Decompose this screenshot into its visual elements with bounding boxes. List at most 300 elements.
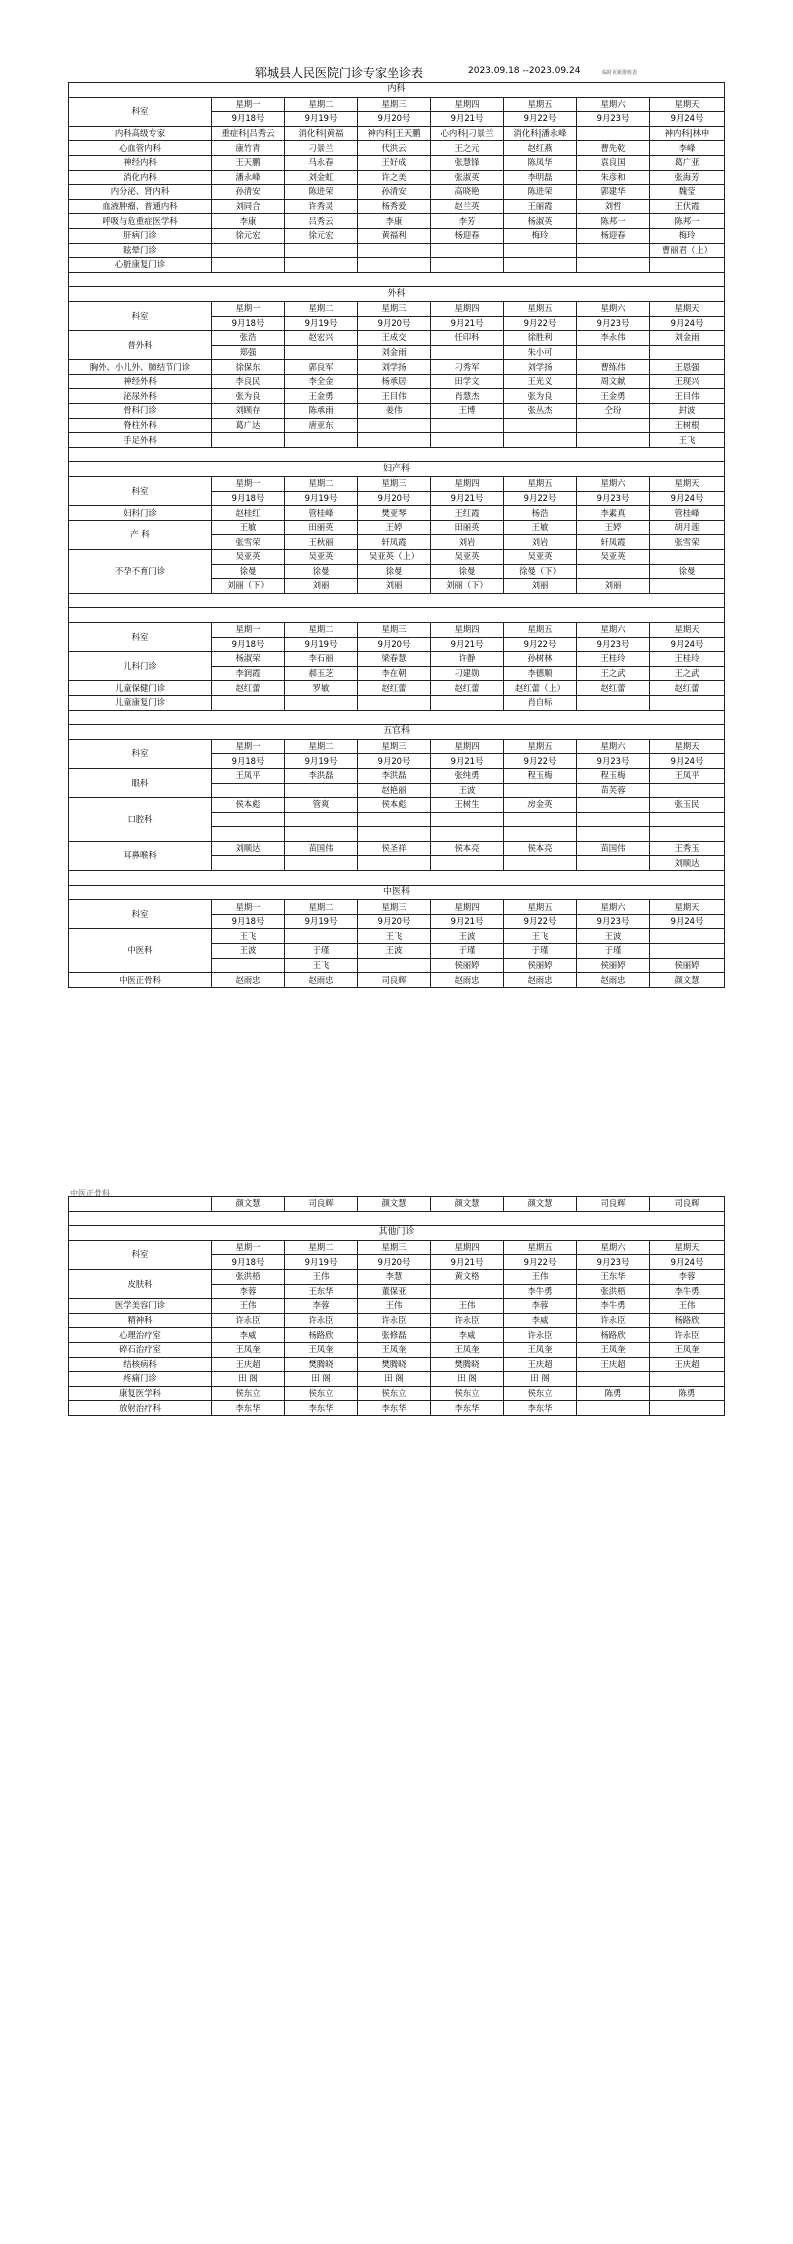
dept-name: 结核病科 bbox=[69, 1357, 212, 1372]
spacer bbox=[69, 1211, 725, 1226]
date-header: 9月23号 bbox=[577, 637, 650, 652]
doctor-cell: 陈勇 bbox=[577, 1386, 650, 1401]
table-row bbox=[69, 652, 725, 667]
date-header: 9月23号 bbox=[577, 754, 650, 769]
date-header: 9月22号 bbox=[504, 491, 577, 506]
weekday-header: 星期三 bbox=[358, 900, 431, 915]
doctor-cell bbox=[285, 695, 358, 710]
doctor-cell: 郭建华 bbox=[577, 185, 650, 200]
date-header: 9月18号 bbox=[212, 1255, 285, 1270]
doctor-cell: 许永臣 bbox=[577, 1313, 650, 1328]
doctor-cell bbox=[285, 783, 358, 798]
doctor-cell: 杨秀爱 bbox=[358, 199, 431, 214]
doctor-cell: 赵兰英 bbox=[431, 199, 504, 214]
doctor-cell: 陈邦一 bbox=[650, 214, 725, 229]
doctor-cell: 樊腾晓 bbox=[431, 1357, 504, 1372]
doctor-cell: 曹丽君（上） bbox=[650, 243, 725, 258]
doctor-cell: 徐曼 bbox=[285, 564, 358, 579]
doctor-cell bbox=[504, 258, 577, 273]
doctor-cell: 吴亚英 bbox=[431, 550, 504, 565]
doctor-cell bbox=[650, 550, 725, 565]
dept-name: 儿童康复门诊 bbox=[69, 695, 212, 710]
doctor-cell: 周文献 bbox=[577, 374, 650, 389]
doctor-cell: 杨路欣 bbox=[650, 1313, 725, 1328]
schedule-table-continued bbox=[68, 1196, 725, 1416]
doctor-cell: 李明磊 bbox=[504, 170, 577, 185]
doctor-cell: 侯东立 bbox=[431, 1386, 504, 1401]
section-title: 五官科 bbox=[69, 725, 725, 740]
doctor-cell bbox=[577, 827, 650, 842]
doctor-cell: 王凤奎 bbox=[285, 1342, 358, 1357]
doctor-cell: 王之武 bbox=[650, 666, 725, 681]
table-row bbox=[69, 1401, 725, 1416]
doctor-cell: 杨路欣 bbox=[577, 1328, 650, 1343]
doctor-cell: 王飞 bbox=[285, 958, 358, 973]
doctor-cell bbox=[650, 579, 725, 594]
section-header-row bbox=[69, 1226, 725, 1241]
dept-name: 精神科 bbox=[69, 1313, 212, 1328]
weekday-header-row bbox=[69, 477, 725, 492]
doctor-cell: 高晓艳 bbox=[431, 185, 504, 200]
weekday-header: 星期四 bbox=[431, 301, 504, 316]
dept-name: 普外科 bbox=[69, 331, 212, 360]
date-header: 9月19号 bbox=[285, 754, 358, 769]
doctor-cell: 王恩强 bbox=[650, 360, 725, 375]
doctor-cell bbox=[577, 564, 650, 579]
table-row bbox=[69, 1313, 725, 1328]
dept-name: 脊柱外科 bbox=[69, 418, 212, 433]
date-header: 9月18号 bbox=[212, 112, 285, 127]
weekday-header: 星期天 bbox=[650, 739, 725, 754]
doctor-cell: 王博 bbox=[431, 404, 504, 419]
doctor-cell: 董保亚 bbox=[358, 1284, 431, 1299]
doctor-cell: 陈勇 bbox=[650, 1386, 725, 1401]
date-header: 9月21号 bbox=[431, 112, 504, 127]
doctor-cell: 赵红燕 bbox=[504, 141, 577, 156]
dept-name: 不孕不育门诊 bbox=[69, 550, 212, 594]
weekday-header: 星期六 bbox=[577, 301, 650, 316]
date-header: 9月23号 bbox=[577, 1255, 650, 1270]
doctor-cell: 李德顺 bbox=[504, 666, 577, 681]
weekday-header: 星期一 bbox=[212, 301, 285, 316]
doctor-cell: 张慧锋 bbox=[431, 155, 504, 170]
dept-name: 眩晕门诊 bbox=[69, 243, 212, 258]
doctor-cell: 任印科 bbox=[431, 331, 504, 346]
spacer bbox=[69, 593, 725, 608]
weekday-header-row bbox=[69, 739, 725, 754]
doctor-cell: 许永臣 bbox=[650, 1328, 725, 1343]
doctor-cell: 田丽英 bbox=[285, 520, 358, 535]
doctor-cell: 葛广达 bbox=[212, 418, 285, 433]
dept-name: 妇科门诊 bbox=[69, 506, 212, 521]
table-row bbox=[69, 258, 725, 273]
doctor-cell: 葛广亚 bbox=[650, 155, 725, 170]
spacer bbox=[69, 447, 725, 462]
doctor-cell: 刘金虹 bbox=[285, 170, 358, 185]
doctor-cell: 于瑾 bbox=[285, 944, 358, 959]
date-header: 9月19号 bbox=[285, 316, 358, 331]
weekday-header: 星期三 bbox=[358, 1240, 431, 1255]
weekday-header: 星期六 bbox=[577, 97, 650, 112]
doctor-cell: 赵红蕾 bbox=[577, 681, 650, 696]
doctor-cell: 吴亚英 bbox=[212, 550, 285, 565]
doctor-cell: 刘学扬 bbox=[358, 360, 431, 375]
doctor-cell: 李洪磊 bbox=[285, 768, 358, 783]
doctor-cell: 刘顾存 bbox=[212, 404, 285, 419]
doctor-cell: 赵红蕾 bbox=[358, 681, 431, 696]
doctor-cell bbox=[650, 944, 725, 959]
weekday-header: 星期五 bbox=[504, 622, 577, 637]
doctor-cell bbox=[285, 258, 358, 273]
doctor-cell: 李蓉 bbox=[212, 1284, 285, 1299]
doctor-cell: 许秀灵 bbox=[285, 199, 358, 214]
doctor-cell: 王现兴 bbox=[650, 374, 725, 389]
weekday-header: 星期四 bbox=[431, 477, 504, 492]
doctor-cell: 王东华 bbox=[577, 1269, 650, 1284]
doctor-cell: 王飞 bbox=[504, 929, 577, 944]
doctor-cell: 陈凤华 bbox=[504, 155, 577, 170]
dept-name: 神经外科 bbox=[69, 374, 212, 389]
section-header-row bbox=[69, 885, 725, 900]
doctor-cell: 侯东立 bbox=[285, 1386, 358, 1401]
doctor-cell: 赵艳丽 bbox=[358, 783, 431, 798]
date-header: 9月20号 bbox=[358, 112, 431, 127]
doctor-cell: 刁秀军 bbox=[431, 360, 504, 375]
doctor-cell: 田丽英 bbox=[431, 520, 504, 535]
doctor-cell: 徐胜利 bbox=[504, 331, 577, 346]
weekday-header: 星期五 bbox=[504, 301, 577, 316]
doctor-cell: 侯本亮 bbox=[504, 841, 577, 856]
doctor-cell: 李润霞 bbox=[212, 666, 285, 681]
doctor-cell: 徐曼（下） bbox=[504, 564, 577, 579]
spacer-row bbox=[69, 447, 725, 462]
doctor-cell bbox=[212, 827, 285, 842]
doctor-cell: 刘同合 bbox=[212, 199, 285, 214]
date-header: 9月22号 bbox=[504, 637, 577, 652]
doctor-cell bbox=[285, 433, 358, 448]
section-header-row bbox=[69, 608, 725, 623]
weekday-header: 星期天 bbox=[650, 900, 725, 915]
weekday-header: 星期天 bbox=[650, 97, 725, 112]
table-row bbox=[69, 1342, 725, 1357]
weekday-header: 星期五 bbox=[504, 1240, 577, 1255]
weekday-header: 星期二 bbox=[285, 301, 358, 316]
doctor-cell bbox=[212, 433, 285, 448]
table-row bbox=[69, 126, 725, 141]
table-row bbox=[69, 155, 725, 170]
table-row bbox=[69, 374, 725, 389]
doctor-cell: 王凤平 bbox=[650, 768, 725, 783]
doctor-cell: 侯丽婷 bbox=[504, 958, 577, 973]
doctor-cell: 许永臣 bbox=[431, 1313, 504, 1328]
doctor-cell: 许静 bbox=[431, 652, 504, 667]
date-header: 9月19号 bbox=[285, 491, 358, 506]
doctor-cell: 王天鹏 bbox=[212, 155, 285, 170]
doctor-cell: 刘金雨 bbox=[358, 345, 431, 360]
doctor-cell bbox=[285, 243, 358, 258]
doctor-cell: 消化科|黄福 bbox=[285, 126, 358, 141]
date-header: 9月19号 bbox=[285, 914, 358, 929]
section-title: 其他门诊 bbox=[69, 1226, 725, 1241]
doctor-cell: 王伟 bbox=[285, 1269, 358, 1284]
doctor-cell bbox=[504, 827, 577, 842]
date-header: 9月20号 bbox=[358, 1255, 431, 1270]
doctor-cell: 李全金 bbox=[285, 374, 358, 389]
doctor-cell bbox=[212, 958, 285, 973]
table-row bbox=[69, 798, 725, 813]
doctor-cell bbox=[431, 243, 504, 258]
doctor-cell: 侯本彪 bbox=[358, 798, 431, 813]
table-row bbox=[69, 1197, 725, 1212]
table-row bbox=[69, 1357, 725, 1372]
doctor-cell bbox=[650, 1372, 725, 1387]
doctor-cell: 吕秀云 bbox=[285, 214, 358, 229]
doctor-cell: 轩凤霞 bbox=[358, 535, 431, 550]
doctor-cell: 王凤奎 bbox=[358, 1342, 431, 1357]
table-row bbox=[69, 199, 725, 214]
dept-header: 科室 bbox=[69, 97, 212, 126]
doctor-cell: 心内科|刁景兰 bbox=[431, 126, 504, 141]
doctor-cell: 王伟 bbox=[504, 1269, 577, 1284]
dept-name: 手足外科 bbox=[69, 433, 212, 448]
doctor-cell bbox=[504, 243, 577, 258]
doctor-cell: 马永春 bbox=[285, 155, 358, 170]
dept-name: 泌尿外科 bbox=[69, 389, 212, 404]
dept-name: 中医正骨科 bbox=[69, 973, 212, 988]
doctor-cell: 李东华 bbox=[212, 1401, 285, 1416]
weekday-header: 星期二 bbox=[285, 477, 358, 492]
table-row bbox=[69, 1386, 725, 1401]
dept-header: 科室 bbox=[69, 739, 212, 768]
doctor-cell bbox=[358, 243, 431, 258]
doctor-cell: 刁景兰 bbox=[285, 141, 358, 156]
doctor-cell: 侯丽婷 bbox=[431, 958, 504, 973]
doctor-cell: 徐保东 bbox=[212, 360, 285, 375]
date-header: 9月24号 bbox=[650, 1255, 725, 1270]
doctor-cell bbox=[650, 695, 725, 710]
doctor-cell: 杨淑荣 bbox=[212, 652, 285, 667]
doctor-cell: 赵红蕾 bbox=[212, 681, 285, 696]
doctor-cell: 李素真 bbox=[577, 506, 650, 521]
weekday-header: 星期天 bbox=[650, 1240, 725, 1255]
doctor-cell: 王桂玲 bbox=[577, 652, 650, 667]
date-header: 9月22号 bbox=[504, 754, 577, 769]
date-header: 9月20号 bbox=[358, 637, 431, 652]
doctor-cell: 王凤奎 bbox=[431, 1342, 504, 1357]
dept-name: 消化内科 bbox=[69, 170, 212, 185]
doctor-cell: 张为良 bbox=[212, 389, 285, 404]
weekday-header-row bbox=[69, 1240, 725, 1255]
dept-name: 胸外、小儿外、肺结节门诊 bbox=[69, 360, 212, 375]
date-header: 9月21号 bbox=[431, 914, 504, 929]
date-header: 9月19号 bbox=[285, 637, 358, 652]
doctor-cell: 王庆超 bbox=[504, 1357, 577, 1372]
doctor-cell: 李石丽 bbox=[285, 652, 358, 667]
doctor-cell: 苗国伟 bbox=[285, 841, 358, 856]
doctor-cell: 苗芙蓉 bbox=[577, 783, 650, 798]
weekday-header: 星期六 bbox=[577, 622, 650, 637]
weekday-header: 星期天 bbox=[650, 622, 725, 637]
doctor-cell: 李峰 bbox=[650, 141, 725, 156]
doctor-cell: 张玉民 bbox=[650, 798, 725, 813]
doctor-cell: 徐曼 bbox=[212, 564, 285, 579]
doctor-cell: 李洪磊 bbox=[358, 768, 431, 783]
doctor-cell: 孙清安 bbox=[358, 185, 431, 200]
doctor-cell: 王之武 bbox=[577, 666, 650, 681]
doctor-cell: 苗国伟 bbox=[577, 841, 650, 856]
doctor-cell: 杨承居 bbox=[358, 374, 431, 389]
weekday-header: 星期三 bbox=[358, 622, 431, 637]
doctor-cell: 樊亚琴 bbox=[358, 506, 431, 521]
doctor-cell bbox=[650, 345, 725, 360]
doctor-cell: 郝玉芝 bbox=[285, 666, 358, 681]
doctor-cell: 王飞 bbox=[650, 433, 725, 448]
doctor-cell: 许永臣 bbox=[212, 1313, 285, 1328]
table-row bbox=[69, 243, 725, 258]
doctor-cell: 刘丽 bbox=[285, 579, 358, 594]
table-row bbox=[69, 1269, 725, 1284]
table-row bbox=[69, 1328, 725, 1343]
dept-name: 疼痛门诊 bbox=[69, 1372, 212, 1387]
weekday-header: 星期四 bbox=[431, 739, 504, 754]
doctor-cell: 王好成 bbox=[358, 155, 431, 170]
doctor-cell: 王波 bbox=[358, 944, 431, 959]
date-header: 9月23号 bbox=[577, 914, 650, 929]
doctor-cell: 侯圣祥 bbox=[358, 841, 431, 856]
doctor-cell: 张为良 bbox=[504, 389, 577, 404]
date-header: 9月19号 bbox=[285, 112, 358, 127]
doctor-cell: 王庆超 bbox=[650, 1357, 725, 1372]
dept-name: 血液肿瘤、普通内科 bbox=[69, 199, 212, 214]
weekday-header-row bbox=[69, 97, 725, 112]
date-header: 9月18号 bbox=[212, 914, 285, 929]
doctor-cell: 王飞 bbox=[358, 929, 431, 944]
doctor-cell: 张纯勇 bbox=[431, 768, 504, 783]
doctor-cell: 徐曼 bbox=[650, 564, 725, 579]
doctor-cell: 王伟 bbox=[358, 1299, 431, 1314]
weekday-header: 星期二 bbox=[285, 97, 358, 112]
doctor-cell: 赵红蕾 bbox=[650, 681, 725, 696]
dept-name: 康复医学科 bbox=[69, 1386, 212, 1401]
doctor-cell: 徐曼 bbox=[431, 564, 504, 579]
doctor-cell: 侯东立 bbox=[358, 1386, 431, 1401]
weekday-header-row bbox=[69, 622, 725, 637]
doctor-cell: 王庆超 bbox=[212, 1357, 285, 1372]
doctor-cell: 侯本彪 bbox=[212, 798, 285, 813]
table-row bbox=[69, 1299, 725, 1314]
doctor-cell: 樊腾晓 bbox=[285, 1357, 358, 1372]
weekday-header: 星期二 bbox=[285, 739, 358, 754]
doctor-cell bbox=[212, 812, 285, 827]
doctor-cell: 王波 bbox=[431, 929, 504, 944]
dept-name: 内分泌、肾内科 bbox=[69, 185, 212, 200]
weekday-header: 星期一 bbox=[212, 900, 285, 915]
date-header: 9月24号 bbox=[650, 914, 725, 929]
doctor-cell bbox=[577, 1401, 650, 1416]
spacer-row bbox=[69, 272, 725, 287]
doctor-cell: 王婷 bbox=[577, 520, 650, 535]
spacer-row bbox=[69, 710, 725, 725]
doctor-cell: 田 阁 bbox=[212, 1372, 285, 1387]
dept-name: 放射治疗科 bbox=[69, 1401, 212, 1416]
doctor-cell: 王金勇 bbox=[285, 389, 358, 404]
doctor-cell: 赵雨忠 bbox=[212, 973, 285, 988]
doctor-cell bbox=[650, 929, 725, 944]
doctor-cell: 司良辉 bbox=[650, 1197, 725, 1212]
weekday-header-row bbox=[69, 301, 725, 316]
doctor-cell: 王之元 bbox=[431, 141, 504, 156]
weekday-header: 星期三 bbox=[358, 97, 431, 112]
doctor-cell: 李东华 bbox=[431, 1401, 504, 1416]
doctor-cell: 司良辉 bbox=[577, 1197, 650, 1212]
doctor-cell bbox=[431, 812, 504, 827]
doctor-cell: 王波 bbox=[212, 944, 285, 959]
doctor-cell: 李东华 bbox=[285, 1401, 358, 1416]
title-bar bbox=[0, 64, 793, 82]
dept-name: 儿童保健门诊 bbox=[69, 681, 212, 696]
doctor-cell: 李东华 bbox=[504, 1401, 577, 1416]
doctor-cell: 王丽霞 bbox=[504, 199, 577, 214]
doctor-cell: 程玉梅 bbox=[577, 768, 650, 783]
doctor-cell: 管桂峰 bbox=[650, 506, 725, 521]
doctor-cell: 梅玲 bbox=[504, 228, 577, 243]
doctor-cell: 许永臣 bbox=[504, 1328, 577, 1343]
table-row bbox=[69, 389, 725, 404]
doctor-cell: 赵红蕾 bbox=[431, 681, 504, 696]
table-row bbox=[69, 841, 725, 856]
doctor-cell: 王凤平 bbox=[212, 768, 285, 783]
spacer-row bbox=[69, 871, 725, 886]
doctor-cell: 田 阁 bbox=[285, 1372, 358, 1387]
dept-name: 呼吸与危重症医学科 bbox=[69, 214, 212, 229]
doctor-cell: 李康 bbox=[358, 214, 431, 229]
doctor-cell bbox=[577, 812, 650, 827]
doctor-cell: 吴亚英 bbox=[577, 550, 650, 565]
doctor-cell: 侯丽婷 bbox=[650, 958, 725, 973]
doctor-cell bbox=[212, 856, 285, 871]
doctor-cell: 王庆超 bbox=[577, 1357, 650, 1372]
date-header: 9月23号 bbox=[577, 316, 650, 331]
doctor-cell: 李慧 bbox=[358, 1269, 431, 1284]
date-header: 9月23号 bbox=[577, 112, 650, 127]
doctor-cell bbox=[358, 418, 431, 433]
table-row bbox=[69, 360, 725, 375]
date-header: 9月24号 bbox=[650, 316, 725, 331]
doctor-cell: 轩凤霞 bbox=[577, 535, 650, 550]
doctor-cell: 李威 bbox=[504, 1313, 577, 1328]
section-header-row bbox=[69, 287, 725, 302]
doctor-cell: 王凤奎 bbox=[504, 1342, 577, 1357]
table-row bbox=[69, 214, 725, 229]
doctor-cell bbox=[285, 812, 358, 827]
doctor-cell: 赵宏兴 bbox=[285, 331, 358, 346]
doctor-cell: 刘丽（下） bbox=[431, 579, 504, 594]
dept-name: 口腔科 bbox=[69, 798, 212, 842]
table-row bbox=[69, 695, 725, 710]
doctor-cell: 程玉梅 bbox=[504, 768, 577, 783]
doctor-cell: 李芳 bbox=[431, 214, 504, 229]
doctor-cell: 赵雨忠 bbox=[577, 973, 650, 988]
doctor-cell bbox=[577, 433, 650, 448]
doctor-cell: 王飞 bbox=[212, 929, 285, 944]
doctor-cell: 陈邦一 bbox=[577, 214, 650, 229]
date-header: 9月18号 bbox=[212, 316, 285, 331]
doctor-cell: 颜文慧 bbox=[504, 1197, 577, 1212]
doctor-cell bbox=[285, 827, 358, 842]
dept-name: 肝病门诊 bbox=[69, 228, 212, 243]
doctor-cell bbox=[285, 345, 358, 360]
table-row bbox=[69, 185, 725, 200]
